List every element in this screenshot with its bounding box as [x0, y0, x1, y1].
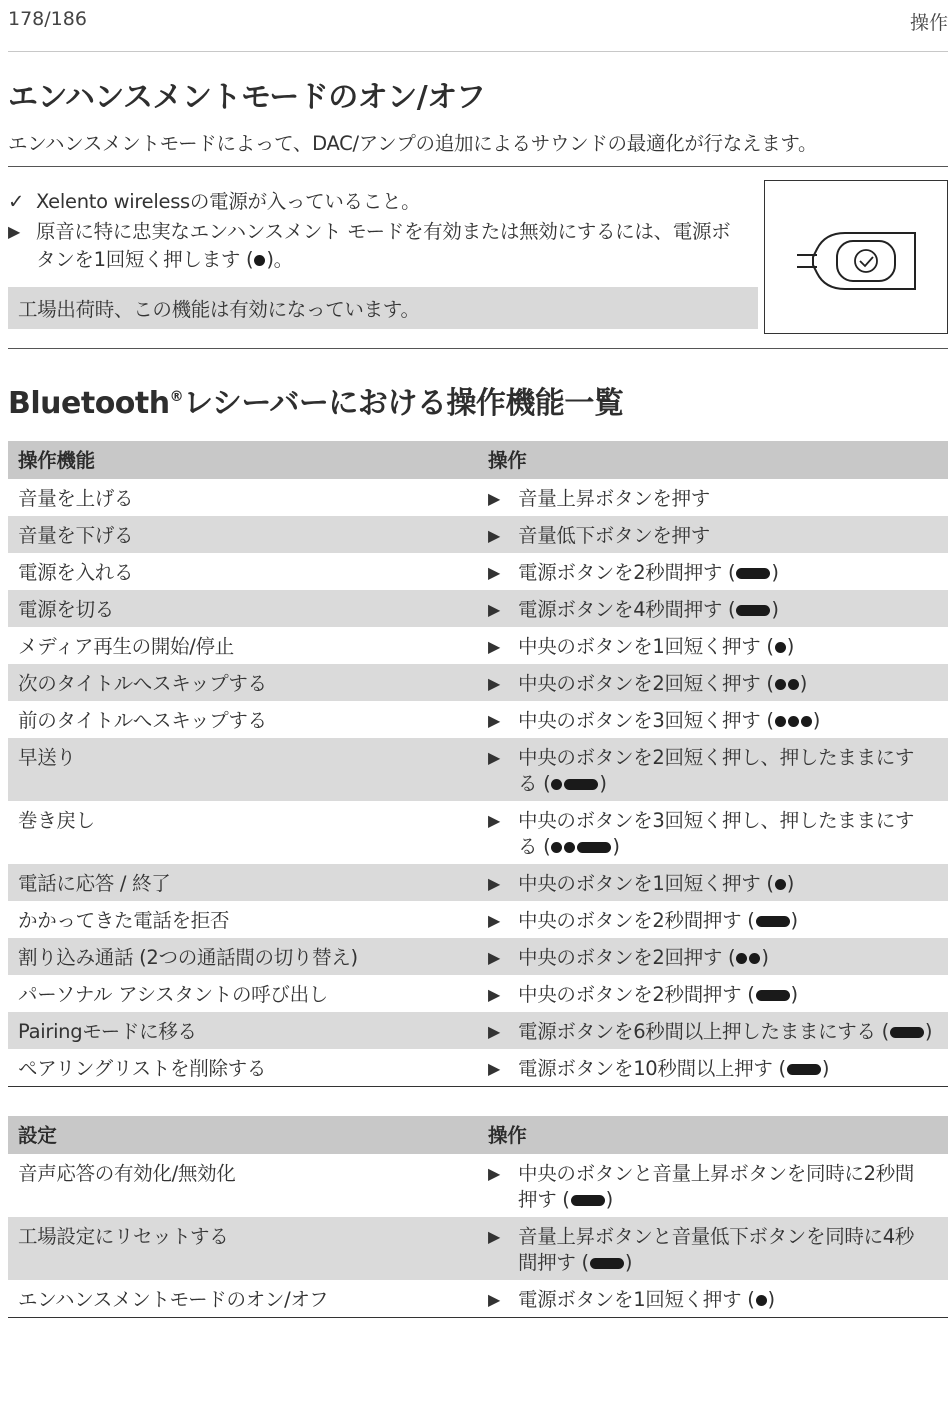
long-press-icon [564, 779, 598, 790]
long-press-icon [571, 1195, 605, 1206]
operation-cell [518, 1287, 948, 1313]
function-cell: 巻き戻し [18, 809, 95, 832]
close-paren: ) [767, 1288, 775, 1311]
operation-cell [518, 1224, 948, 1276]
close-paren: ) [612, 835, 620, 858]
short-press-icon [775, 716, 786, 727]
operation-text: 中央のボタンを1回短く押す ( [518, 872, 774, 895]
divider [8, 348, 948, 349]
function-cell: ペアリングリストを削除する [18, 1057, 267, 1080]
function-cell: パーソナル アシスタントの呼び出し [18, 983, 328, 1006]
page-number: 178/186 [8, 8, 87, 30]
operation-cell [518, 597, 948, 623]
arrow-icon: ▶ [488, 1164, 501, 1183]
divider [8, 166, 948, 167]
function-cell: 前のタイトルへスキップする [18, 709, 267, 732]
arrow-icon: ▶ [8, 222, 21, 241]
arrow-icon: ▶ [488, 563, 501, 582]
table-header [8, 441, 948, 479]
short-press-icon [551, 779, 562, 790]
instruction-text [36, 218, 758, 274]
power-button-illustration [764, 180, 948, 334]
table-row [8, 1049, 948, 1086]
close-paren: ) [771, 598, 779, 621]
setting-cell: 工場設定にリセットする [18, 1225, 229, 1248]
column-header-operation: 操作 [488, 449, 527, 472]
operation-text: 中央のボタンを2回短く押す ( [518, 672, 774, 695]
operation-text-cont: る ( [518, 772, 551, 795]
short-press-icon [775, 879, 786, 890]
instruction-step [8, 218, 758, 276]
operation-cell [518, 982, 948, 1008]
operation-text: 中央のボタンを2回押す ( [518, 946, 736, 969]
table-row [8, 516, 948, 553]
arrow-icon: ▶ [488, 1290, 501, 1309]
operation-text-cont: 押す ( [518, 1188, 570, 1211]
short-press-icon [736, 953, 747, 964]
function-cell: 音量を上げる [18, 487, 134, 510]
enhancement-intro: エンハンスメントモードによって、DAC/アンプの追加によるサウンドの最適化が行なえます。 [8, 132, 818, 155]
instruction-line-2-start: タンを1回短く押します ( [36, 248, 254, 271]
close-paren: ) [771, 561, 779, 584]
operation-text-cont: る ( [518, 835, 551, 858]
close-paren: ) [924, 1020, 933, 1043]
close-paren: ) [624, 1251, 633, 1274]
operation-cell: 音量上昇ボタンを押す [518, 487, 711, 510]
long-press-icon [577, 842, 611, 853]
table-row [8, 479, 948, 516]
setting-cell: 音声応答の有効化/無効化 [18, 1162, 236, 1185]
enhancement-title: エンハンスメントモードのオン/オフ [8, 80, 486, 115]
prerequisite-text: Xelento wirelessの電源が入っていること。 [36, 190, 421, 213]
setting-cell: エンハンスメントモードのオン/オフ [18, 1288, 329, 1311]
long-press-icon [756, 916, 790, 927]
arrow-icon: ▶ [488, 526, 501, 545]
table-row [8, 701, 948, 738]
long-press-icon [890, 1027, 924, 1038]
short-press-icon [254, 255, 265, 266]
factory-default-note: 工場出荷時、この機能は有効になっています。 [8, 287, 758, 329]
table-row [8, 553, 948, 590]
function-cell: 電源を切る [18, 598, 115, 621]
table-row [8, 975, 948, 1012]
controls-title-rest: レシーバーにおける操作機能一覧 [183, 386, 624, 421]
registered-mark: ® [169, 389, 184, 405]
operation-text: 中央のボタンを1回短く押す ( [518, 635, 774, 658]
function-cell: 割り込み通話 (2つの通話間の切り替え) [18, 946, 358, 969]
operation-cell [518, 1019, 948, 1045]
prerequisite-item [8, 188, 758, 216]
arrow-icon: ▶ [488, 637, 501, 656]
close-paren: ) [790, 983, 798, 1006]
operation-cell [518, 945, 948, 971]
table-header [8, 1116, 948, 1154]
arrow-icon: ▶ [488, 600, 501, 619]
long-press-icon [787, 1064, 821, 1075]
table-row [8, 801, 948, 864]
long-press-icon [736, 605, 770, 616]
operation-cell [518, 745, 948, 797]
operation-text: 中央のボタンを2秒間押す ( [518, 909, 755, 932]
operation-cell: 音量低下ボタンを押す [518, 524, 711, 547]
arrow-icon: ▶ [488, 874, 501, 893]
operation-text-cont: 間押す ( [518, 1251, 589, 1274]
function-cell: 次のタイトルへスキップする [18, 672, 267, 695]
arrow-icon: ▶ [488, 948, 501, 967]
controls-title [8, 378, 623, 422]
operation-text: 電源ボタンを6秒間以上押したままにする ( [518, 1020, 889, 1043]
function-cell: かかってきた電話を拒否 [18, 909, 230, 932]
arrow-icon: ▶ [488, 985, 501, 1004]
short-press-icon [788, 679, 799, 690]
arrow-icon: ▶ [488, 489, 501, 508]
short-press-icon [749, 953, 760, 964]
operation-text: 中央のボタンを3回短く押す ( [518, 709, 774, 732]
long-press-icon [756, 990, 790, 1001]
close-paren: ) [812, 709, 821, 732]
operation-text: 中央のボタンを2回短く押し、押したままにす [518, 746, 915, 769]
operation-text: 電源ボタンを1回短く押す ( [518, 1288, 755, 1311]
operation-text: 電源ボタンを10秒間以上押す ( [518, 1057, 786, 1080]
table-row [8, 901, 948, 938]
close-paren: ) [605, 1188, 613, 1211]
arrow-icon: ▶ [488, 1059, 501, 1078]
close-paren: ) [799, 672, 808, 695]
table-row [8, 664, 948, 701]
function-cell: 電源を入れる [18, 561, 134, 584]
short-press-icon [801, 716, 812, 727]
function-cell: 電話に応答 / 終了 [18, 872, 171, 895]
table-row [8, 938, 948, 975]
operation-text: 中央のボタンと音量上昇ボタンを同時に2秒間 [518, 1162, 915, 1185]
arrow-icon: ▶ [488, 711, 501, 730]
table-row [8, 1154, 948, 1217]
close-paren: ) [821, 1057, 830, 1080]
controls-table [8, 441, 948, 1087]
table-row [8, 738, 948, 801]
arrow-icon: ▶ [488, 911, 501, 930]
operation-cell [518, 560, 948, 586]
page-header [8, 0, 948, 52]
table-row [8, 1280, 948, 1317]
short-press-icon [564, 842, 575, 853]
table-row [8, 627, 948, 664]
arrow-icon: ▶ [488, 674, 501, 693]
operation-text: 電源ボタンを4秒間押す ( [518, 598, 736, 621]
arrow-icon: ▶ [488, 1022, 501, 1041]
check-icon: ✓ [8, 190, 25, 213]
function-cell: メディア再生の開始/停止 [18, 635, 234, 658]
arrow-icon: ▶ [488, 1227, 501, 1246]
close-paren: ) [599, 772, 607, 795]
operation-cell [518, 671, 948, 697]
close-paren: ) [786, 635, 795, 658]
instruction-line-2-end: )。 [266, 248, 293, 271]
section-name: 操作 [909, 12, 948, 34]
operation-cell [518, 908, 948, 934]
arrow-icon: ▶ [488, 811, 501, 830]
column-header-operation: 操作 [488, 1124, 527, 1147]
operation-text: 電源ボタンを2秒間押す ( [518, 561, 736, 584]
short-press-icon [775, 679, 786, 690]
table-row [8, 1012, 948, 1049]
close-paren: ) [761, 946, 769, 969]
operation-cell [518, 1161, 948, 1213]
operation-cell [518, 708, 948, 734]
long-press-icon [590, 1258, 624, 1269]
short-press-icon [775, 642, 786, 653]
short-press-icon [551, 842, 562, 853]
earphone-button-icon [765, 181, 949, 335]
close-paren: ) [786, 872, 795, 895]
column-header-function: 操作機能 [18, 449, 95, 472]
settings-table [8, 1116, 948, 1318]
instruction-line-1: 原音に特に忠実なエンハンスメント モードを有効または無効にするには、電源ボ [36, 220, 731, 243]
function-cell: Pairingモードに移る [18, 1020, 197, 1043]
operation-cell [518, 1056, 948, 1082]
long-press-icon [736, 568, 770, 579]
operation-cell [518, 871, 948, 897]
short-press-icon [788, 716, 799, 727]
function-cell: 音量を下げる [18, 524, 134, 547]
column-header-setting: 設定 [18, 1124, 57, 1147]
operation-text: 中央のボタンを3回短く押し、押したままにす [518, 809, 915, 832]
function-cell: 早送り [18, 746, 76, 769]
operation-cell [518, 808, 948, 860]
operation-text: 中央のボタンを2秒間押す ( [518, 983, 755, 1006]
table-row [8, 590, 948, 627]
close-paren: ) [790, 909, 798, 932]
table-row [8, 1217, 948, 1280]
controls-title-brand: Bluetooth [8, 386, 170, 421]
operation-text: 音量上昇ボタンと音量低下ボタンを同時に4秒 [518, 1225, 915, 1248]
operation-cell [518, 634, 948, 660]
table-row [8, 864, 948, 901]
arrow-icon: ▶ [488, 748, 501, 767]
short-press-icon [756, 1295, 767, 1306]
